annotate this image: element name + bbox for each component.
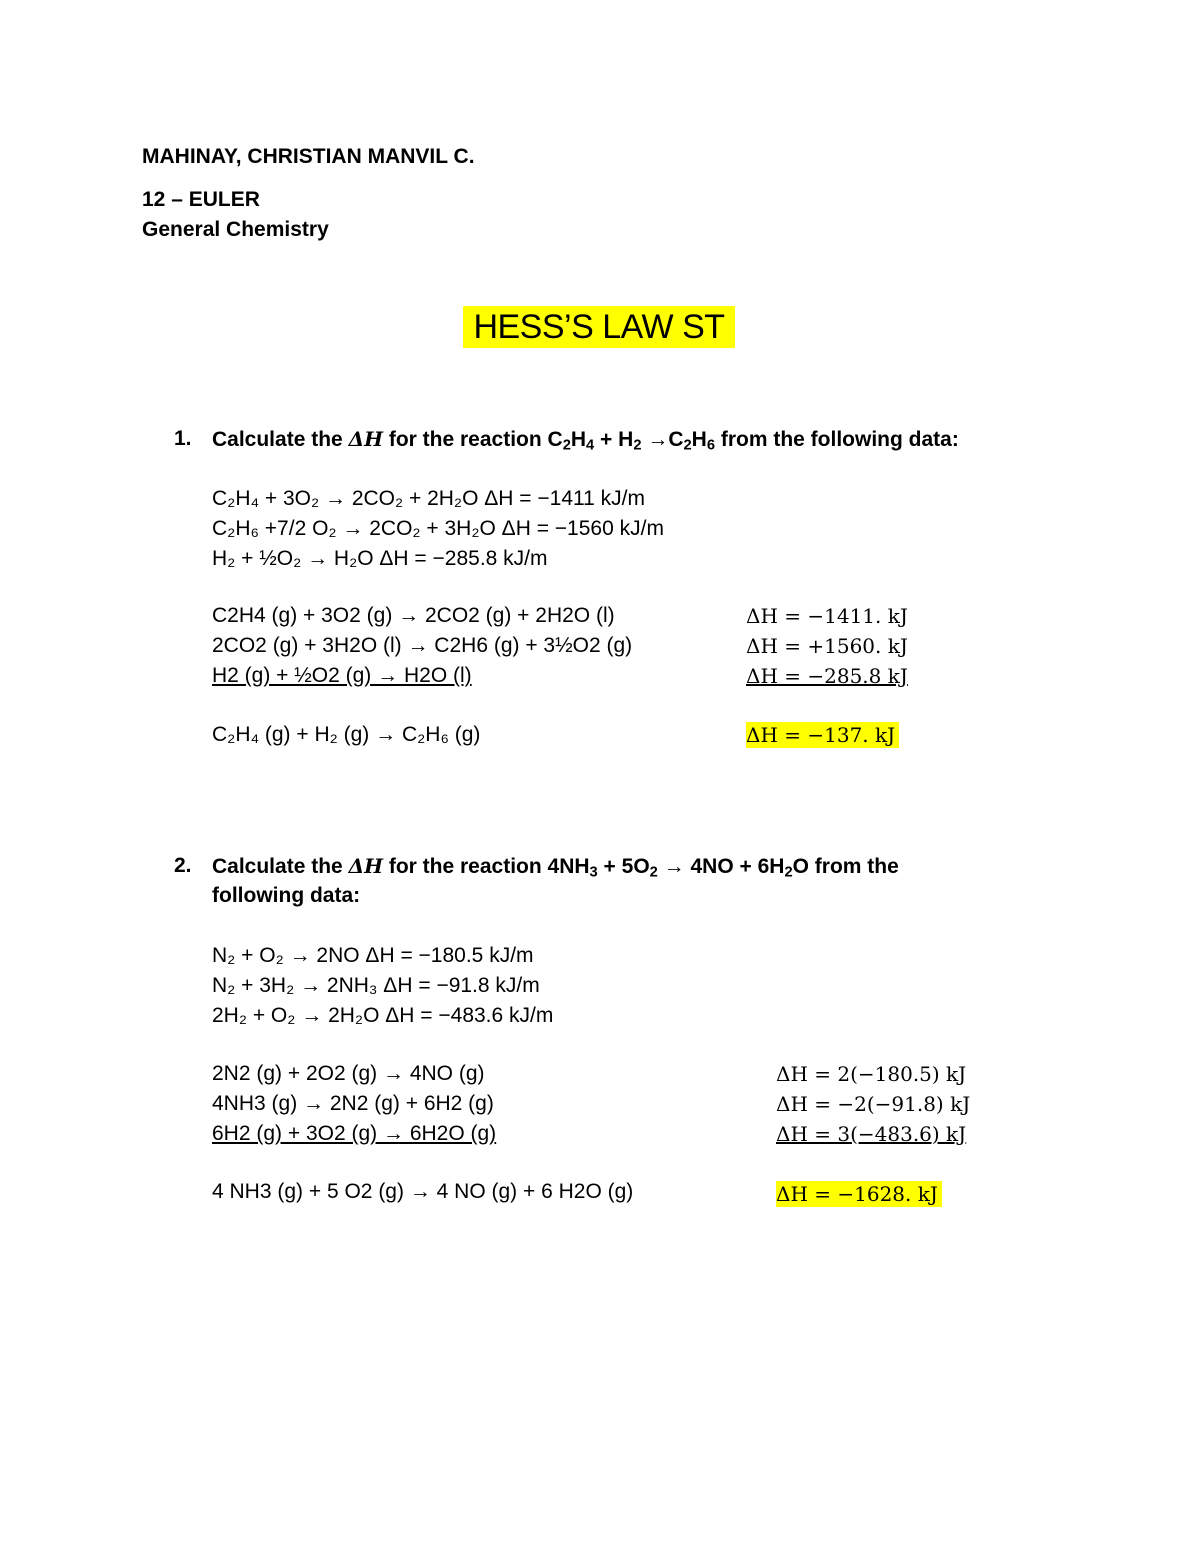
student-name: MAHINAY, CHRISTIAN MANVIL C. (142, 145, 475, 168)
q2-given-1: N₂ + O₂ → 2NO ΔH = −180.5 kJ/m (212, 944, 534, 967)
q2-given-2: N₂ + 3H₂ → 2NH₃ ΔH = −91.8 kJ/m (212, 974, 540, 997)
q1-given-3: H₂ + ½O₂ → H₂O ΔH = −285.8 kJ/m (212, 547, 548, 570)
q1-step-2-dh: ΔH = +1560. kJ (746, 634, 908, 658)
subject-label: General Chemistry (142, 218, 329, 241)
q1-given-1: C₂H₄ + 3O₂ → 2CO₂ + 2H₂O ΔH = −1411 kJ/m (212, 487, 645, 510)
q2-result-eq: 4 NH3 (g) + 5 O2 (g) → 4 NO (g) + 6 H2O (g) (212, 1180, 634, 1203)
q2-step-2-eq: 4NH3 (g) → 2N2 (g) + 6H2 (g) (212, 1092, 494, 1115)
q1-number: 1. (174, 427, 192, 450)
q2-step-1-eq: 2N2 (g) + 2O2 (g) → 4NO (g) (212, 1062, 485, 1085)
q2-result-dh: ΔH = −1628. kJ (776, 1181, 942, 1207)
q1-result-dh: ΔH = −137. kJ (746, 722, 899, 748)
q1-prompt: Calculate the ΔH for the reaction $C_2H_4 + H_2 \to C_2H_6$ from the following data: (212, 427, 959, 454)
q1-result-eq: C₂H₄ (g) + H₂ (g) → C₂H₆ (g) (212, 723, 481, 746)
page-title: HESS’S LAW ST (463, 306, 735, 348)
q2-number: 2. (174, 854, 192, 877)
section-label: 12 – EULER (142, 188, 260, 211)
q2-step-2-dh: ΔH = −2(−91.8) kJ (776, 1092, 971, 1116)
q1-given-2: C₂H₆ +7/2 O₂ → 2CO₂ + 3H₂O ΔH = −1560 kJ/m (212, 517, 664, 540)
q1-step-1-eq: C2H4 (g) + 3O2 (g) → 2CO2 (g) + 2H2O (l) (212, 604, 615, 627)
q2-prompt: Calculate the ΔH for the reaction $4NH_3 + 5O_2 \to 4NO + 6H_2O$ from the (212, 854, 899, 881)
q1-step-3-dh: ΔH = −285.8 kJ (746, 664, 908, 688)
q1-step-2-eq: 2CO2 (g) + 3H2O (l) → C2H6 (g) + 3½O2 (g) (212, 634, 633, 657)
q2-prompt-line2: following data: (212, 884, 361, 907)
q1-step-3-eq: H2 (g) + ½O2 (g) → H2O (l) (212, 664, 472, 687)
q1-step-1-dh: ΔH = −1411. kJ (746, 604, 908, 628)
q2-step-1-dh: ΔH = 2(−180.5) kJ (776, 1062, 967, 1086)
q2-step-3-eq: 6H2 (g) + 3O2 (g) → 6H2O (g) (212, 1122, 497, 1145)
q2-step-3-dh: ΔH = 3(−483.6) kJ (776, 1122, 967, 1146)
q2-given-3: 2H₂ + O₂ → 2H₂O ΔH = −483.6 kJ/m (212, 1004, 554, 1027)
